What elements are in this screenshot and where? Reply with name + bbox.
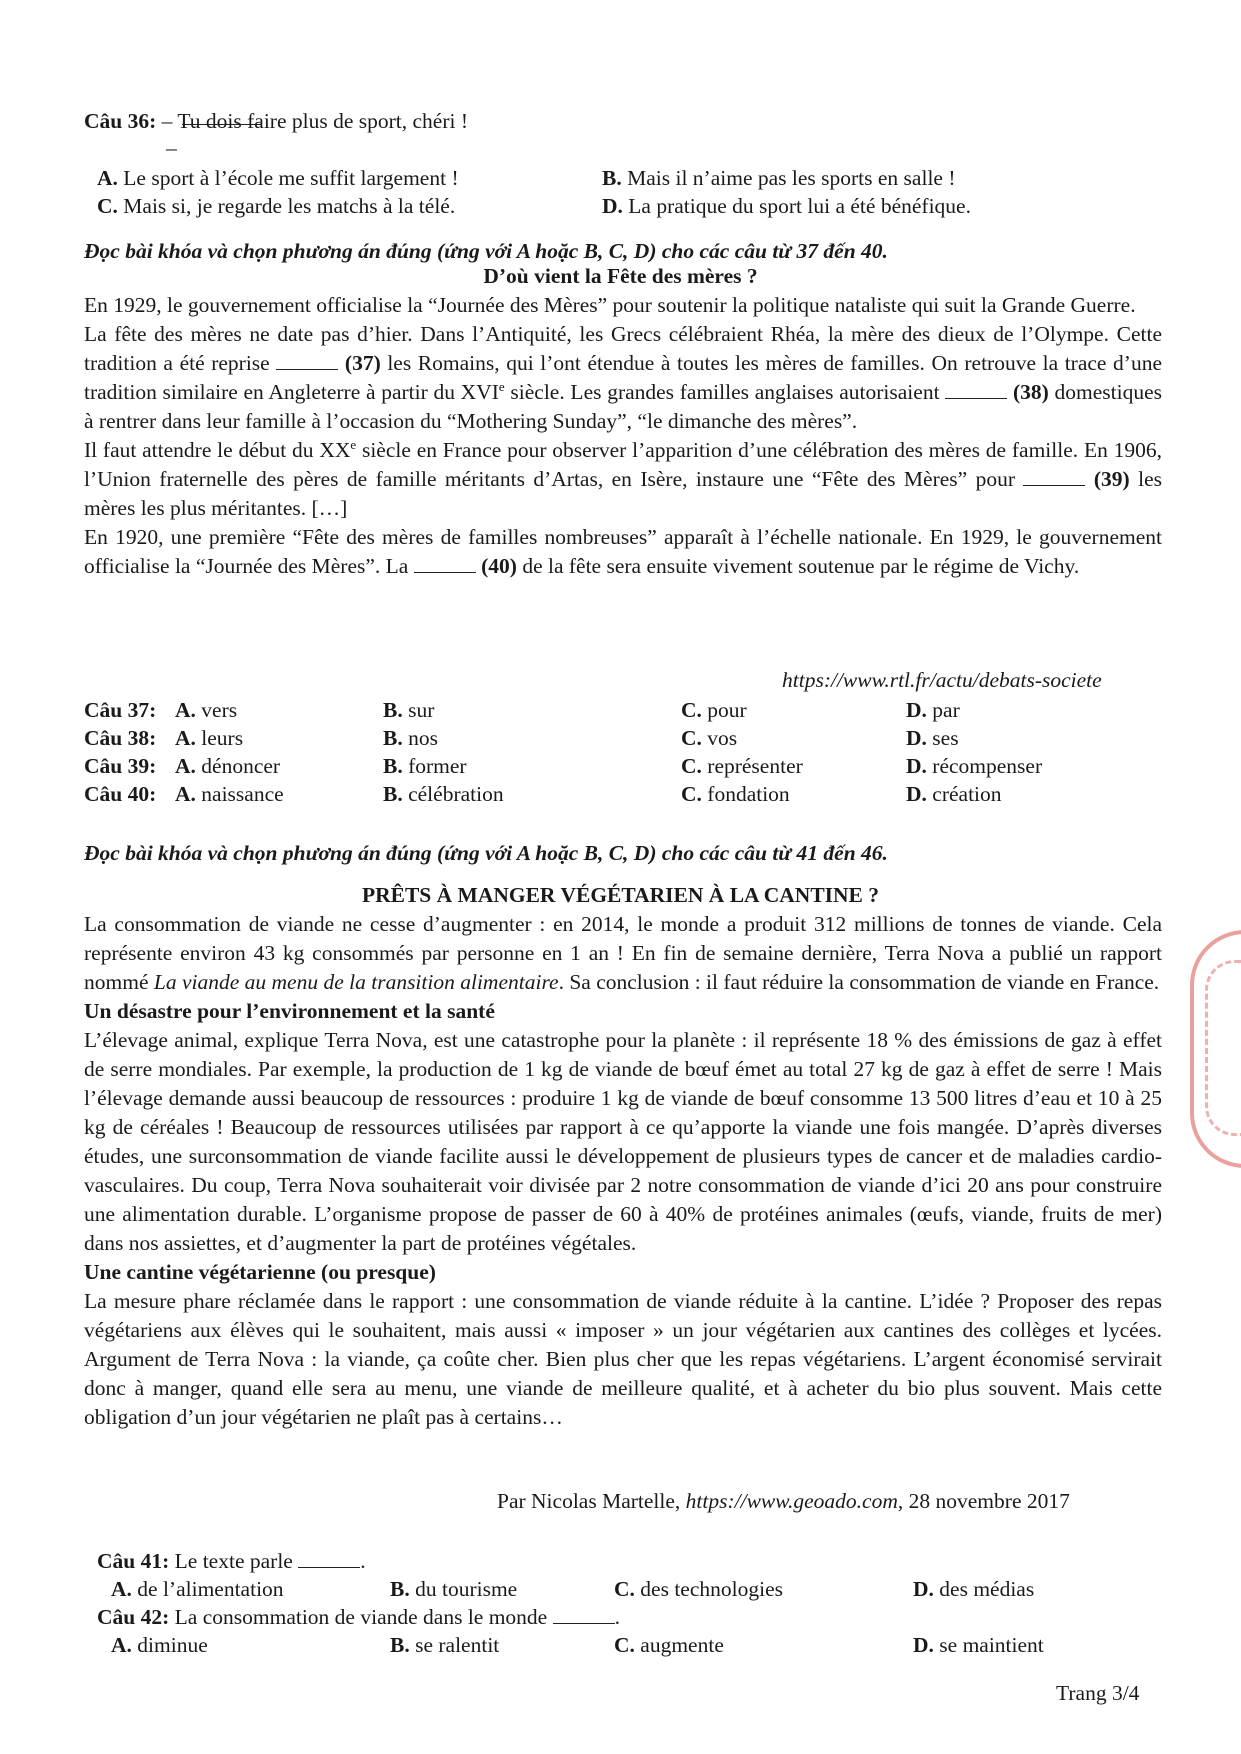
- section2-passage: [84, 910, 1162, 1432]
- q36-answer-line: [166, 134, 262, 163]
- grid-option-a: A. vers: [175, 698, 238, 722]
- report-title: La viande au menu de la transition alimentaire: [153, 970, 559, 994]
- grid-option-b: B. célébration: [383, 782, 504, 806]
- section1-passage: [84, 291, 1162, 581]
- q41-prompt: Le texte parle: [174, 1549, 293, 1573]
- gap-39: [1023, 467, 1085, 486]
- grid-option-c: C. fondation: [681, 782, 790, 806]
- q36-option-a: [97, 164, 459, 193]
- grid-option-b: B. sur: [383, 698, 435, 722]
- option-letter: A.: [97, 166, 118, 190]
- q36-option-c: [97, 192, 455, 221]
- gap-38: [945, 380, 1007, 399]
- q36-line: [84, 107, 468, 136]
- q36-option-d: [602, 192, 971, 221]
- grid-option-a: A. leurs: [175, 726, 244, 750]
- grid-option-b: B. nos: [383, 726, 438, 750]
- section1-p2: La fête des mères ne date pas d’hier. Dans l’Antiquité, les Grecs célébraient Rhéa, la mère des dieux de l’Olympe. Cette tradition a été reprise (37) les Romains, qui l’ont étendue à toutes les mères de familles. On retrouve la trace d’une tradition similaire en Angleterre à partir du XVIe siècle. Les grandes familles anglaises autorisaient (38) domestiques à rentrer dans leur famille à l’occasion du “Mothering Sunday”, “le dimanche des mères”.: [84, 322, 1163, 433]
- grid-option-c: C. pour: [681, 698, 747, 722]
- section2-heading-2: Une cantine végétarienne (ou presque): [84, 1260, 436, 1284]
- grid-option-d: D. par: [906, 698, 960, 722]
- q41-label: Câu 41:: [97, 1549, 170, 1573]
- grid-option-d: D. création: [906, 782, 1002, 806]
- section1-p3: Il faut attendre le début du XXe siècle en France pour observer l’apparition d’une célébration des mères de famille. En 1906, l’Union fraternelle des pères de famille méritants d’Artas, en Isère, instaure une “Fête des Mères” pour (39) les mères les plus méritantes. […]: [84, 436, 1162, 520]
- grid-option-d: D. ses: [906, 726, 959, 750]
- q41-option-d: D. des médias: [913, 1577, 1035, 1601]
- q42-option-a: A. diminue: [111, 1633, 208, 1657]
- q42-option-b: B. se ralentit: [390, 1633, 500, 1657]
- grid-option-d: D. récompenser: [906, 754, 1043, 778]
- q36-option-b: [602, 164, 956, 193]
- q41-blank: [298, 1549, 360, 1568]
- option-letter: D.: [602, 194, 623, 218]
- option-text: Le sport à l’école me suffit largement !: [123, 166, 459, 190]
- q42-line: Câu 42: La consommation de viande dans le monde .: [97, 1605, 620, 1629]
- gap-37-label: (37): [344, 351, 381, 375]
- q42-option-c: C. augmente: [614, 1633, 724, 1657]
- section2-p1: La consommation de viande ne cesse d’augmenter : en 2014, le monde a produit 312 millions de tonnes de viande. Cela représente environ 43 kg consommés par personne en 1 an ! En fin de semaine dernière, Terra Nova a publié un rapport nommé La viande au menu de la transition alimentaire. Sa conclusion : il faut réduire la consommation de viande en France.: [84, 912, 1162, 994]
- q41-option-a: A. de l’alimentation: [111, 1577, 284, 1601]
- q41-option-c: C. des technologies: [614, 1577, 783, 1601]
- gap-39-label: (39): [1093, 467, 1130, 491]
- q36-label: Câu 36:: [84, 109, 157, 133]
- section1-p1: En 1929, le gouvernement officialise la “Journée des Mères” pour soutenir la politique nataliste qui suit la Grande Guerre.: [84, 293, 1136, 317]
- option-letter: C.: [97, 194, 118, 218]
- option-text: La pratique du sport lui a été bénéfique.: [628, 194, 971, 218]
- option-letter: B.: [602, 166, 622, 190]
- red-stamp-inner-ring: [1205, 960, 1241, 1136]
- section1-title: D’où vient la Fête des mères ?: [483, 264, 758, 288]
- q41-option-b: B. du tourisme: [390, 1577, 518, 1601]
- gap-40-label: (40): [481, 554, 517, 578]
- q42-label: Câu 42:: [97, 1605, 170, 1629]
- gap-40: [414, 554, 476, 573]
- section2-p2: L’élevage animal, explique Terra Nova, est une catastrophe pour la planète : il représente 18 % des émissions de gaz à effet de serre mondiales. Par exemple, la production de 1 kg de viande de bœuf émet au total 27 kg de gaz à effet de serre ! Mais l’élevage demande aussi beaucoup de ressources : produire 1 kg de viande de bœuf consomme 13 500 litres d’eau et 10 à 25 kg de céréales ! Beaucoup de ressources utilisées par rapport à ce qu’apporte la viande une fois mangée. D’après diverses études, une surconsommation de viande facilite aussi le développement de plusieurs types de cancer et de maladies cardio-vasculaires. Du coup, Terra Nova souhaiterait voir divisée par 2 notre consommation de viande d’ici 20 ans pour construire une alimentation durable. L’organisme propose de passer de 60 à 40% de protéines animales (œufs, viande, fruits de mer) dans nos assiettes, et d’augmenter la part de protéines végétales.: [84, 1028, 1162, 1255]
- q41-line: Câu 41: Le texte parle .: [97, 1549, 366, 1573]
- grid-option-c: C. vos: [681, 726, 738, 750]
- grid-option-c: C. représenter: [681, 754, 803, 778]
- section2-instruction: Đọc bài khóa và chọn phương án đúng (ứng với A hoặc B, C, D) cho các câu từ 41 đến 46.: [84, 841, 888, 865]
- q42-prompt: La consommation de viande dans le monde: [174, 1605, 548, 1629]
- grid-option-a: A. dénoncer: [175, 754, 281, 778]
- section1-instruction: Đọc bài khóa và chọn phương án đúng (ứng với A hoặc B, C, D) cho các câu từ 37 đến 40.: [84, 239, 888, 263]
- page-number: Trang 3/4: [1056, 1681, 1140, 1705]
- q42-option-d: D. se maintient: [913, 1633, 1044, 1657]
- grid-option-a: A. naissance: [175, 782, 284, 806]
- section1-source: https://www.rtl.fr/actu/debats-societe: [782, 668, 1102, 692]
- grid-row-label: Câu 37:: [84, 698, 157, 722]
- option-text: Mais si, je regarde les matchs à la télé.: [123, 194, 456, 218]
- grid-row-label: Câu 40:: [84, 782, 157, 806]
- section2-heading-1: Un désastre pour l’environnement et la santé: [84, 999, 495, 1023]
- grid-row-label: Câu 38:: [84, 726, 157, 750]
- gap-38-label: (38): [1012, 380, 1049, 404]
- q42-blank: [553, 1605, 615, 1624]
- section2-byline: Par Nicolas Martelle, https://www.geoado.com, 28 novembre 2017: [497, 1489, 1070, 1513]
- q36-dash: –: [166, 136, 177, 160]
- section2-p3: La mesure phare réclamée dans le rapport : une consommation de viande réduite à la cantine. L’idée ? Proposer des repas végétariens aux élèves qui le souhaitent, mais aussi « imposer » un jour végétarien aux cantines des collèges et lycées. Argument de Terra Nova : la viande, ça coûte cher. Bien plus cher que les repas végétariens. L’argent économisé servirait donc à manger, quand elle sera au menu, une viande de meilleure qualité, et à acheter du bio plus souvent. Mais cette obligation d’un jour végétarien ne plaît pas à certains…: [84, 1289, 1162, 1429]
- q36-prompt: – Tu dois faire plus de sport, chéri !: [161, 109, 468, 133]
- section1-p4: En 1920, une première “Fête des mères de familles nombreuses” apparaît à l’échelle nationale. En 1929, le gouvernement officialise la “Journée des Mères”. La (40) de la fête sera ensuite vivement soutenue par le régime de Vichy.: [84, 525, 1162, 578]
- q36-blank: [182, 124, 262, 125]
- grid-option-b: B. former: [383, 754, 467, 778]
- grid-row-label: Câu 39:: [84, 754, 157, 778]
- option-text: Mais il n’aime pas les sports en salle !: [627, 166, 956, 190]
- section2-title: PRÊTS À MANGER VÉGÉTARIEN À LA CANTINE ?: [361, 883, 880, 907]
- gap-37: [276, 351, 338, 370]
